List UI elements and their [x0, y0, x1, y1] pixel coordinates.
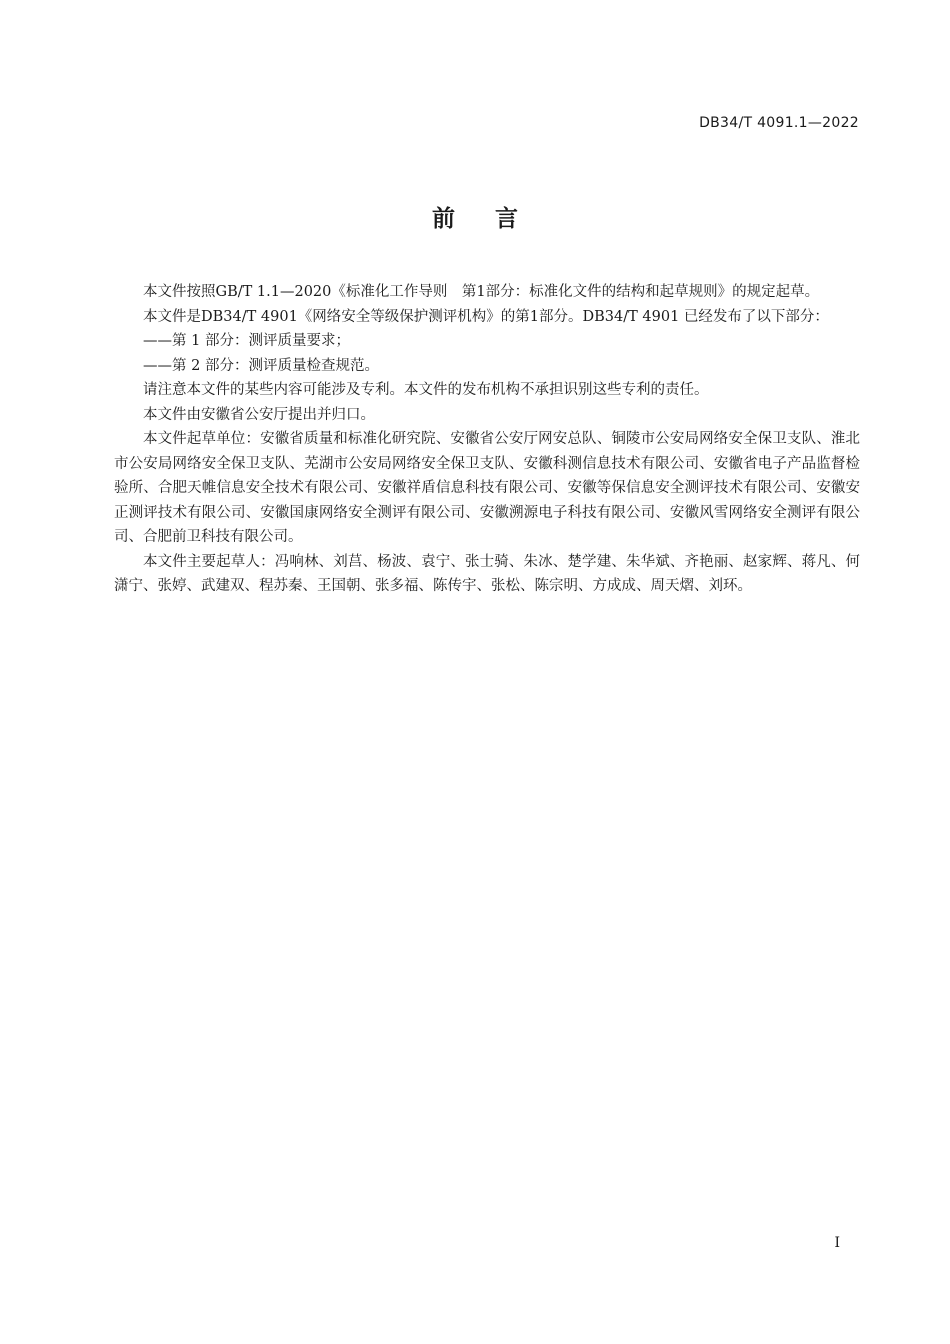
paragraph-drafting-rules: 本文件按照GB/T 1.1—2020《标准化工作导则 第1部分：标准化文件的结构和起草规则》的规定起草。	[143, 284, 820, 300]
list-item-part-1: ——第 1 部分：测评质量要求；	[143, 333, 350, 349]
list-item-part-2: ——第 2 部分：测评质量检查规范。	[143, 357, 379, 374]
paragraph-drafting-units: 本文件起草单位：安徽省质量和标准化研究院、安徽省公安厅网安总队、铜陵市公安局网络安全保卫支队、淮北市公安局网络安全保卫支队、芜湖市公安局网络安全保卫支队、安徽科测信息技术有限公司、安徽省电子产品监督检验所、合肥天帷信息安全技术有限公司、安徽祥盾信息科技有限公司、安徽等保信息安全测评技术有限公司、安徽安正测评技术有限公司、安徽国康网络安全测评有限公司、安徽溯源电子科技有限公司、安徽风雪网络安全测评有限公司、合肥前卫科技有限公司。	[114, 431, 860, 545]
paragraph-patent-notice: 请注意本文件的某些内容可能涉及专利。本文件的发布机构不承担识别这些专利的责任。	[143, 382, 709, 398]
page-title: 前言	[432, 206, 558, 232]
paragraph-series-info: 本文件是DB34/T 4901《网络安全等级保护测评机构》的第1部分。DB34/T 4901 已经发布了以下部分：	[143, 308, 829, 325]
page-number: I	[834, 1235, 840, 1251]
foreword-body	[114, 280, 860, 599]
paragraph-drafters: 本文件主要起草人：冯响林、刘莒、杨波、袁宁、张士骑、朱冰、楚学建、朱华斌、齐艳丽、赵家辉、蒋凡、何潇宁、张婷、武建双、程苏秦、王国朝、张多福、陈传宇、张松、陈宗明、方成成、周天熠、刘环。	[114, 553, 860, 594]
document-number: DB34/T 4091.1—2022	[699, 115, 859, 131]
paragraph-proposer: 本文件由安徽省公安厅提出并归口。	[143, 406, 375, 423]
